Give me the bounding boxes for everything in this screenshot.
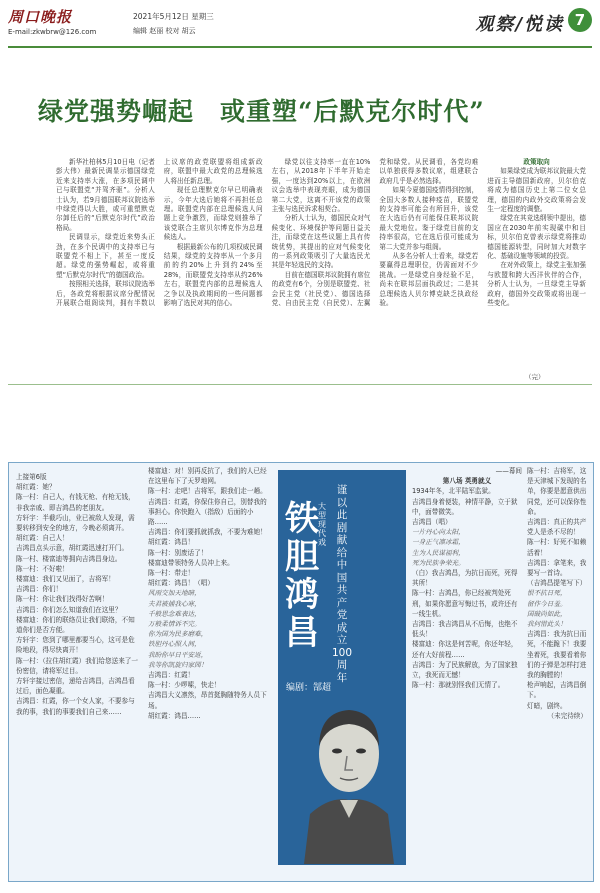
drama-verse: 万般柔情诉不完。 <box>148 620 201 629</box>
drama-line: 陈一村：吉将军，这是天津城下发现的名单，你要是愿意供出同党，还可以保你性命。 <box>527 467 587 516</box>
drama-verse: 你为国为民多磨难， <box>148 630 208 639</box>
drama-verse: 国破尚如此， <box>527 609 567 618</box>
drama-verse: 恨不抗日死， <box>527 589 567 598</box>
poster-subtitle: 谨以此剧献给中国共产党成立100周年 <box>332 484 353 684</box>
drama-verse: 一片丹心向太阳， <box>412 528 465 537</box>
drama-line: 吉鸿昌：为了民族解放，为了国家独立，我死而无憾！ <box>412 660 518 680</box>
article-headline: 绿党强势崛起 或重塑“后默克尔时代” <box>38 97 485 126</box>
drama-verse: 风雨交加天地暗， <box>148 589 201 598</box>
newspaper-logo: 周口晚报 <box>8 8 73 26</box>
drama-line: 吉鸿昌：红霞，你保住你自己，别替我的事担心。你快跑入（指敌）后面的小路…… <box>148 497 267 527</box>
article-paragraph: 如果今夏德国疫情得到控制，全国大多数人接种疫苗，联盟党的支持率可能会有所回升，该党在大选后仍有可能保住联邦议院最大党地位。鉴于绿党目前的支持率很高，它在选后很可能成为第二大党并参与组阁。 <box>379 186 479 251</box>
article-paragraph: 在对外政策上，绿党主张加强与欧盟和跨大西洋伙伴的合作，分析人士认为，一旦绿党主导新政府，德国外交政策或将出现一些变化。 <box>487 261 586 308</box>
drama-line: 陈一村：不好啦！ <box>16 564 69 573</box>
drama-line: （吉鸿昌提笔写下） <box>527 579 587 588</box>
section-divider <box>8 384 592 385</box>
drama-line: 楼富迪：对！别再反抗了，我们的人已经在这里布下了天罗地网。 <box>148 467 267 486</box>
drama-line: 吉鸿昌：你们要抓就抓我，不要为难她！ <box>148 528 267 537</box>
article-paragraph: 从多名分析人士看来，绿党若要赢得总理职位，仍需面对不少挑战。一是绿党自身经验不足，尚未在联邦层面执政过；二是其总理候选人贝尔博克缺乏执政经验。 <box>379 252 479 308</box>
poster-genre: 大型现代戏 <box>318 502 326 547</box>
drama-line: 吉鸿昌大义凛然，昂首挺胸随特务人员下场。 <box>148 691 267 710</box>
article-paragraph: 如果绿党成为联邦议院最大党进而主导德国新政府，贝尔伯克将成为德国历史上第二位女总理，德国的内政外交政策将会发生一定程度的调整。 <box>487 167 586 214</box>
drama-line: 吉鸿昌：你们怎么知道我们在这里？ <box>16 605 122 614</box>
editor-line: 编辑 赵丽 校对 胡云 <box>133 27 196 35</box>
drama-column-1 <box>16 472 140 872</box>
drama-line: 楼富迪：我们又见面了，吉将军！ <box>16 575 115 584</box>
drama-line: 胡红霞：自己人！ <box>16 534 69 543</box>
drama-line: 陈一村、楼富迪等拥向吉鸿昌身边。 <box>16 554 122 563</box>
article-paragraph: 目前在德国联邦议院拥有席位的政党有6个，分别是联盟党、社会民主党（社民党）、德国选择党、自由民主党（自民党）、左翼党和绿党。从民调看，各党均难以单独获得多数议席，组建联合政府几乎是必然选择。 <box>271 158 479 308</box>
drama-line: 灯暗，剧终。 <box>527 701 567 710</box>
article-paragraph: 分析人士认为，德国民众对气候变化、环境保护等问题日益关注，而绿党在这些议题上具有传统优势，其提出的应对气候变化的一系列政策吸引了大量选民尤其是年轻选民的支持。 <box>271 214 371 270</box>
drama-line: （未完待续） <box>547 711 587 720</box>
drama-line: 陈一村：走吧！吉将军，跟我们走一趟。 <box>148 487 267 496</box>
drama-verse: 我等你凯旋归家园！ <box>148 660 208 669</box>
drama-line: 吉鸿昌身着便装，神情平静，立于狱中，面带微笑。 <box>412 497 518 516</box>
drama-line: 吉鸿昌（唱） <box>412 518 452 527</box>
drama-line: 陈一村：自己人，有钱无枪、有枪无钱，非我亲戚、即吉鸿昌的老朋友。 <box>16 493 135 512</box>
page-number-badge: 7 <box>568 8 592 32</box>
scene-title: 第八场 英勇就义 <box>442 477 492 486</box>
article-paragraph: 按照相关选择，联邦议院选举后，各政党将根据议席分配情况开展联合组阁谈判，拥有半数以上议席的政党联盟将组成新政府，联盟中最大政党的总理候选人将出任新总理。 <box>56 158 263 308</box>
drama-verse: 一身正气凛冰霜， <box>412 538 465 547</box>
drama-line: 陈一村：少啰嗦，快走！ <box>148 681 221 690</box>
drama-verse: 夫君被捕我心寒， <box>148 599 201 608</box>
section-title: 观察/悦读 <box>475 14 564 35</box>
drama-verse: 千般思念难表达， <box>148 609 201 618</box>
drama-line: 吉鸿昌：拿笔来，我要写一首诗。 <box>527 558 587 578</box>
drama-line: 胡红霞：鸿昌！ <box>148 538 195 547</box>
portrait-image <box>300 696 398 864</box>
drama-line: 陈一村：那就别怪我们无情了。 <box>412 681 505 690</box>
date-line: 2021年5月12日 星期三 <box>133 12 214 21</box>
drama-line: 楼富迪带领特务人员冲上来。 <box>148 558 234 567</box>
article-body <box>56 158 586 370</box>
drama-line: 枪声响起，吉鸿昌倒下。 <box>527 681 587 700</box>
drama-line: 吉鸿昌：你们！ <box>16 585 63 594</box>
drama-line: 方轩宇：半截巧山，业已被敌人发现，需要转移到安全的地方，今晚必须离开。 <box>16 513 135 533</box>
drama-verse: 我盼你早日平安返， <box>148 650 208 659</box>
drama-line: 吉鸿昌：红霞！ <box>148 671 195 680</box>
article-paragraph: 民调显示，绿党近来势头正劲，在多个民调中的支持率已与联盟党不相上下，甚至一度反超。绿党的强势崛起，或将重塑“后默克尔时代”的德国政治。 <box>56 233 155 279</box>
poster-title: 铁胆鸿昌 <box>285 499 319 653</box>
drama-verse: 我何惜此头！ <box>527 620 567 629</box>
email-line: E-mail:zkwbrw@126.com <box>8 28 97 36</box>
drama-line: 方轩宇：您到了哪里都要当心，这可是危险地段，得尽快离开！ <box>16 636 135 655</box>
drama-column-3 <box>412 466 522 872</box>
article-paragraph: 根据最新公布的几项权威民调结果，绿党的支持率从一个多月前的约20%上升到约24%至28%，而联盟党支持率从约26%左右，联盟党内部的总理候选人之争以及执政期间的一些问题都影响了选民对其的信心。 <box>163 242 263 308</box>
drama-line: 吉鸿昌点头示意，胡红霞迅速打开门。 <box>16 544 129 553</box>
drama-verse: 生为人民谋福利， <box>412 548 465 557</box>
drama-line: ——幕间 <box>495 467 522 475</box>
drama-line: 上接第6版 <box>16 473 47 481</box>
drama-line: 楼富迪：你这是何苦呢，你还年轻，还有大好前程…… <box>412 640 518 659</box>
drama-line: 胡红霞：她？ <box>16 483 56 492</box>
article-paragraph: 绿党以往支持率一直在10%左右，从2018年下半年开始走强，一度达到20%以上，在欧洲议会选举中表现亮眼，成为德国第二大党，这离不开该党的政策主张与选民诉求相契合。 <box>271 158 371 214</box>
masthead <box>8 6 592 46</box>
article-paragraph: 新华社柏林5月10日电（记者 彭大伟）最新民调显示德国绿党近来支持率大涨，在多项民调中已与联盟党“并驾齐驱”。分析人士认为，若9月德国联邦议院选举中绿党得以大胜，或可重塑默克尔卸任后的“后默克尔时代”政治格局。 <box>56 158 155 232</box>
drama-column-4 <box>527 466 587 872</box>
header-rule <box>8 46 592 48</box>
drama-line: 陈一村：（拉住胡红霞）我们给您送来了一份密信，请将军过目。 <box>16 656 138 675</box>
drama-line: （白）我吉鸿昌，为抗日而死，死得其所！ <box>412 569 518 588</box>
article-byline: （完） <box>525 373 545 381</box>
drama-line: 1934年冬，北平陆军监狱。 <box>412 487 495 496</box>
drama-line: 陈一村：别废话了！ <box>148 548 208 557</box>
drama-line: 陈一村：带走！ <box>148 569 195 578</box>
poster-author: 编剧：郜超 <box>286 683 332 693</box>
drama-line: 吉鸿昌：我为抗日而死，不能跪下！我要坐着死，我要看着你们的子弹是怎样打进我的胸膛的！ <box>527 630 587 680</box>
drama-line: 吉鸿昌：我吉鸿昌从不后悔，也绝不低头！ <box>412 620 518 639</box>
drama-line: 胡红霞：鸿昌…… <box>148 711 201 720</box>
drama-line: 陈一村：吉鸿昌，你已经被判处死刑，如果你愿意写悔过书，或许还有一线生机。 <box>412 589 518 618</box>
drama-line: 陈一村：好死不如赖活着！ <box>527 538 587 557</box>
drama-line: 吉鸿昌：红霞，你一个女人家，不要参与我的事，我们的事要我们自己来…… <box>16 697 135 716</box>
drama-line: 方轩宇接过密信，递给吉鸿昌，吉鸿昌看过后，面色凝重。 <box>16 677 135 696</box>
drama-line: 楼富迪：你们的联络员让我们联络，不知道你们是否方便。 <box>16 615 135 635</box>
drama-verse: 留作今日羞。 <box>527 599 567 608</box>
drama-line: 陈一村：你让我们找得好苦啊！ <box>16 595 109 604</box>
article-paragraph: 现任总理默克尔早已明确表示，今年大选后她将不再担任总理。联盟党内部在总理候选人问题上竞争激烈，而绿党则推举了该党联合主席贝尔博克作为总理候选人。 <box>163 186 263 242</box>
drama-verse: 铁胆丹心照人间， <box>148 640 201 649</box>
article-paragraph: 绿党在其竞选纲领中提出，德国应在2030年前实现碳中和目标，贝尔伯克曾表示绿党将推动德国能源转型，同时加大对数字化、基础设施等领域的投资。 <box>487 214 586 261</box>
drama-verse: 死为民族争荣光。 <box>412 558 465 567</box>
drama-column-2 <box>148 466 270 872</box>
drama-line: 胡红霞：鸿昌！（唱） <box>148 579 214 588</box>
article-subhead: 政策取向 <box>523 158 550 166</box>
drama-line: 吉鸿昌：真正的共产党人是杀不尽的！ <box>527 518 587 537</box>
